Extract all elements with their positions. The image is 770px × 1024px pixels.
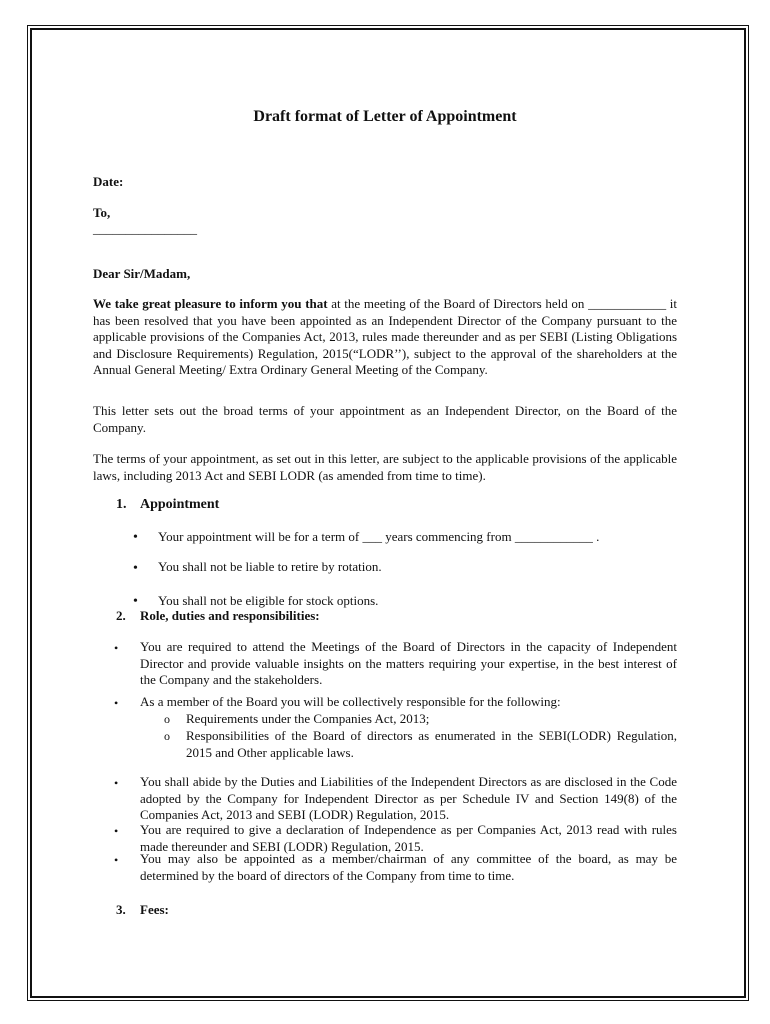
addressee-blank: ________________	[93, 221, 197, 236]
intro-lead: We take great pleasure to inform you that	[93, 296, 328, 311]
attend-meetings-item: You are required to attend the Meetings of the Board of Directors in the capacity of Independent Director and provide valuable insights on the matters requiring your expertise, in the best interest of the Company and the stakeholders.	[140, 639, 677, 687]
board-responsibilities-subitem: Responsibilities of the Board of directors as enumerated in the SEBI(LODR) Regulation, 2015 and Other applicable laws.	[186, 728, 677, 760]
sub-bullet-icon: o	[164, 729, 170, 743]
declaration-item: You are required to give a declaration of Independence as per Companies Act, 2013 read with rules made thereunder and SEBI (LODR) Regulation, 2015.	[140, 822, 677, 854]
to-label: To,	[93, 205, 111, 220]
bullet-icon: •	[133, 561, 138, 576]
document-title: Draft format of Letter of Appointment	[253, 108, 517, 125]
section-2-title: Role, duties and responsibilities:	[140, 608, 320, 623]
bullet-icon: •	[114, 696, 119, 710]
sub-bullet-icon: o	[164, 712, 170, 726]
bullet-icon: •	[114, 853, 119, 867]
duties-liabilities-item: You shall abide by the Duties and Liabilities of the Independent Directors as are disclosed in the Code adopted by the Company for Independent Director as per Schedule IV and Section 149(8) of the Companies Act, 2013 and SEBI (LODR) Regulation, 2015.	[140, 774, 677, 822]
bullet-icon: •	[133, 530, 138, 545]
intro-body: at the meeting of the Board of Directors held on ____________ it has been resolved that you have been appointed as an Independent Director of the Company pursuant to the applicable provisions of the Companies Act, 2013, rules made thereunder and as per SEBI (Listing Obligations and Disclosure Requirements) Regulation, 2015(“LODR’’), subject to the approval of the shareholders at the Annual General Meeting/ Extra Ordinary General Meeting of the Company.	[93, 296, 677, 377]
appointment-term-item: Your appointment will be for a term of ___ years commencing from ____________ .	[158, 529, 600, 544]
bullet-icon: •	[114, 776, 119, 790]
collective-responsibility-item: As a member of the Board you will be collectively responsible for the following:	[140, 694, 561, 709]
section-3-title: Fees:	[140, 902, 169, 917]
scope-paragraph: This letter sets out the broad terms of your appointment as an Independent Director, on the Board of the Company.	[93, 403, 677, 435]
section-3-number: 3.	[116, 902, 126, 917]
section-1-number: 1.	[116, 497, 127, 512]
date-label: Date:	[93, 174, 124, 189]
section-1-title: Appointment	[140, 497, 220, 512]
intro-paragraph	[93, 296, 677, 379]
rotation-item: You shall not be liable to retire by rotation.	[158, 559, 382, 574]
committee-item: You may also be appointed as a member/chairman of any committee of the board, as may be determined by the board of directors of the Company from time to time.	[140, 851, 677, 883]
bullet-icon: •	[114, 641, 119, 655]
salutation: Dear Sir/Madam,	[93, 266, 191, 281]
stock-options-item: You shall not be eligible for stock options.	[158, 593, 379, 608]
companies-act-subitem: Requirements under the Companies Act, 2013;	[186, 711, 430, 726]
bullet-icon: •	[114, 824, 119, 838]
terms-paragraph: The terms of your appointment, as set out in this letter, are subject to the applicable provisions of the applicable laws, including 2013 Act and SEBI LODR (as amended from time to time).	[93, 451, 677, 483]
bullet-icon: •	[133, 594, 138, 609]
section-2-number: 2.	[116, 608, 126, 623]
